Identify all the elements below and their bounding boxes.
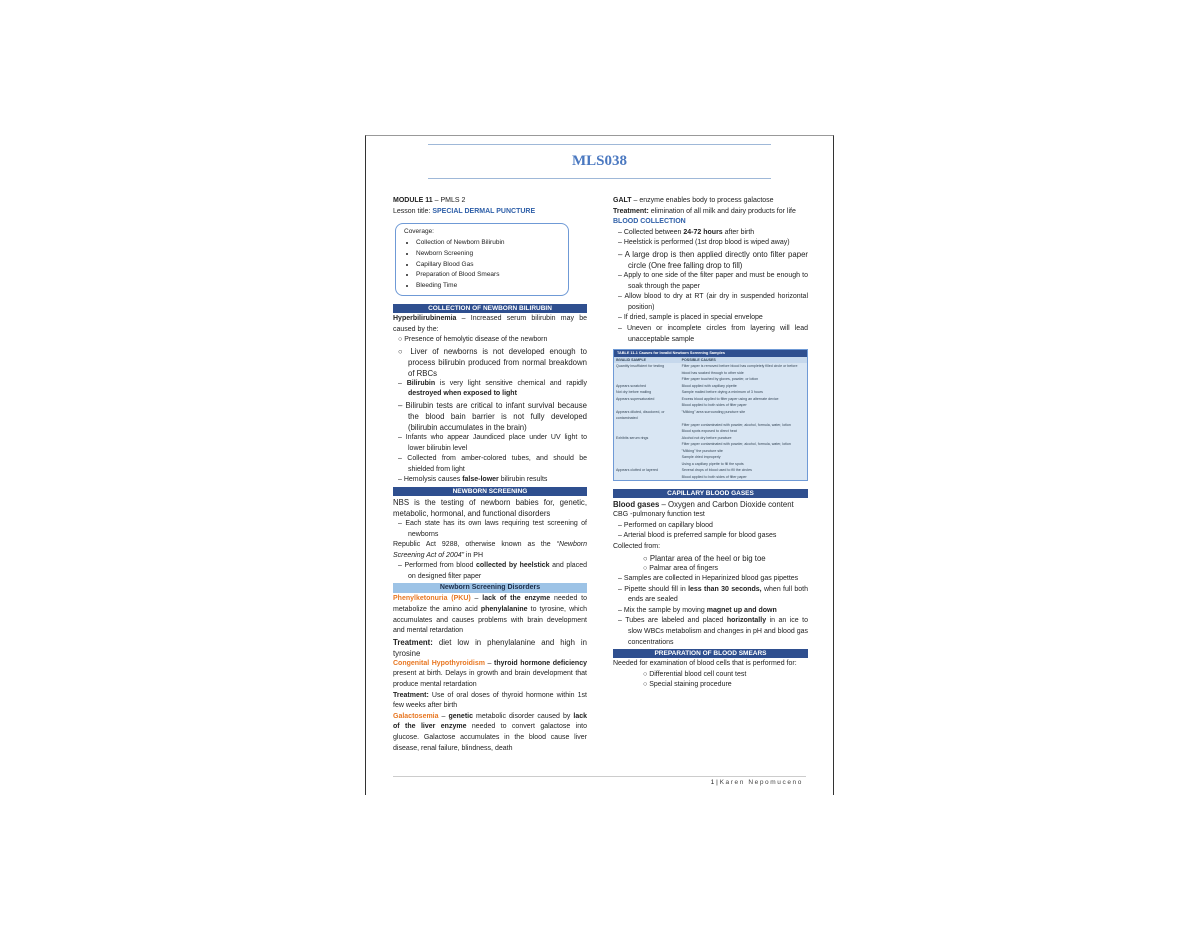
- table-header: POSSIBLE CAUSES: [680, 357, 807, 364]
- table-caption: TABLE 11-1 Causes for Invalid Newborn Screening Samples: [614, 350, 807, 357]
- module-label: MODULE 11: [393, 197, 433, 204]
- cbg-line: CBG -pulmonary function test: [613, 511, 705, 519]
- bullet-item: – Tubes are labeled and placed horizontally in an ice to slow WBCs metabolism and changes in pH and blood gas concentrations: [618, 617, 808, 646]
- invalid-sample-cell: Not dry before mailing: [616, 390, 652, 395]
- coverage-item: • Capillary Blood Gas: [416, 260, 562, 271]
- bold-text: thyroid hormone deficiency: [493, 659, 587, 667]
- text: needed to metabolize the amino acid: [393, 595, 587, 614]
- italic-text: “Newborn Screening Act of 2004”: [393, 541, 587, 559]
- section-header-newborn-screening: NEWBORN SCREENING: [393, 487, 587, 496]
- footer-separator: |: [714, 779, 720, 786]
- invalid-sample-cell: Appears clotted or layered: [616, 468, 658, 473]
- text: If dried, sample is placed in special envelope: [623, 314, 763, 322]
- text: metabolic disorder caused by: [473, 712, 574, 720]
- footer-rule: [393, 776, 806, 777]
- section-header-disorders: Newborn Screening Disorders: [393, 583, 587, 593]
- invalid-sample-cell: Appears supersaturated: [616, 396, 655, 401]
- text: Performed from blood: [404, 562, 476, 570]
- bold-text: GALT: [613, 197, 632, 204]
- bullet-item: – Apply to one side of the filter paper and must be enough to soak through the paper: [618, 271, 809, 290]
- possible-cause-cell: Blood applied with capillary pipette: [681, 383, 737, 388]
- possible-cause-cell: Alcohol not dry before puncture: [681, 435, 732, 440]
- bullet-item: – Samples are collected in Heparinized blood gas pipettes: [618, 575, 799, 583]
- bold-text: magnet up and down: [706, 606, 777, 614]
- coverage-item: • Bleeding Time: [416, 281, 562, 292]
- treatment-label: Treatment:: [393, 691, 429, 699]
- page-number: 1: [710, 779, 715, 786]
- possible-cause-cell: Excess blood applied to filter paper using an alternate device: [681, 396, 779, 401]
- invalid-samples-table: [613, 349, 808, 481]
- cause-text: Liver of newborns is not developed enough to process bilirubin produced from normal breakdown of RBCs: [408, 346, 587, 378]
- possible-cause-cell: Filter paper contaminated with powder, alcohol, formula, water, lotion: [681, 422, 791, 427]
- text: diet low in phenylalanine and high in tyrosine: [393, 637, 587, 658]
- possible-cause-cell: Blood applied to both sides of filter paper: [681, 403, 747, 408]
- coverage-item: • Newborn Screening: [416, 249, 562, 260]
- ch-treatment: [393, 691, 587, 712]
- bold-text: destroyed when exposed to light: [408, 390, 517, 398]
- pku-treatment: [393, 637, 587, 659]
- bullet-item: – Heelstick is performed (1st drop blood is wiped away): [618, 239, 790, 247]
- smear-item: ○ Differential blood cell count test: [643, 670, 747, 678]
- table-row: [614, 363, 807, 376]
- text: in PH: [463, 551, 484, 559]
- text: in an ice to slow WBCs metabolism and changes in pH and blood gas concentrations: [628, 617, 808, 646]
- text: Palmar area of fingers: [649, 564, 719, 572]
- galt-treatment: [613, 207, 808, 218]
- text: – enzyme enables body to process galactose: [631, 197, 774, 204]
- bullet-item: – Each state has its own laws requiring test screening of newborns: [398, 519, 587, 538]
- bullet-item: – Performed on capillary blood: [618, 521, 713, 529]
- table-row: [614, 474, 807, 481]
- text: Tubes are labeled and placed: [625, 617, 727, 625]
- invalid-sample-cell: Quantity insufficient for testing: [616, 364, 665, 369]
- text: –: [485, 659, 494, 667]
- galactosemia-paragraph: [393, 712, 587, 754]
- bold-text: lack of the enzyme: [482, 595, 551, 603]
- bullet-item: – Arterial blood is preferred sample for blood gases: [618, 532, 777, 540]
- bullet-item: – Pipette should fill in less than 30 seconds, when full both ends are sealed: [618, 585, 808, 604]
- collected-from: Collected from:: [613, 542, 661, 550]
- nbs-intro: NBS is the testing of newborn babies for, genetic, metabolic, hormonal, and functional disorders: [393, 497, 587, 518]
- possible-cause-cell: Filter paper contaminated with powder, alcohol, formula, water, lotion: [681, 442, 791, 447]
- text: – Oxygen and Carbon Dioxide content: [659, 500, 794, 510]
- text: Special staining procedure: [649, 681, 732, 689]
- table-body: [614, 363, 807, 480]
- text: and placed on designed filter paper: [408, 562, 587, 580]
- possible-cause-cell: Using a capillary pipette to fill the spots: [681, 461, 744, 466]
- bullet-item: – Hemolysis causes false-lower bilirubin results: [398, 476, 548, 484]
- bullet-item: – Uneven or incomplete circles from layering will lead unacceptable sample: [618, 324, 808, 343]
- bullet-item: – Infants who appear Jaundiced place under UV light to lower bilirubin level: [398, 433, 587, 452]
- invalid-sample-cell: [614, 474, 680, 481]
- text: A large drop is then applied directly onto filter paper circle (One free falling drop to fill): [624, 249, 809, 270]
- section-header-bilirubin: COLLECTION OF NEWBORN BILIRUBIN: [393, 304, 587, 313]
- possible-cause-cell: "Milking" the puncture site: [681, 448, 723, 453]
- possible-cause-cell: Sample dried improperly: [681, 455, 721, 460]
- term: Hyperbilirubinemia: [393, 314, 457, 322]
- bold-text: phenylalanine: [480, 606, 528, 614]
- bullet-item: – Performed from blood collected by heelstick and placed on designed filter paper: [398, 562, 587, 580]
- cause-text: Presence of hemolytic disease of the newborn: [404, 336, 548, 344]
- text: after birth: [722, 228, 755, 236]
- section-header-blood-smears: PREPARATION OF BLOOD SMEARS: [613, 649, 808, 658]
- text: elimination of all milk and dairy products for life: [648, 207, 796, 215]
- bold-text: less than 30 seconds,: [688, 585, 762, 593]
- text: Each state has its own laws requiring test screening of newborns: [405, 519, 587, 538]
- bullet-item: – Collected between 24-72 hours after birth: [618, 228, 755, 236]
- treatment-label: Treatment:: [393, 637, 433, 647]
- author-name: Karen Nepomuceno: [719, 779, 803, 786]
- bold-text: Blood gases: [613, 500, 660, 510]
- text: Use of oral doses of thyroid hormone within 1st few weeks after birth: [393, 691, 587, 710]
- text: Bilirubin tests are critical to infant survival because the blood bain barrier is not fully developed (bilirubin accumulates in the brain): [405, 400, 587, 432]
- table-grid: [614, 357, 807, 481]
- text: Infants who appear Jaundiced place under UV light to lower bilirubin level: [405, 433, 587, 452]
- left-column: [393, 196, 587, 754]
- bullet-item: – Bilirubin tests are critical to infant survival because the blood bain barrier is not fully developed (bilirubin accumulates in the brain): [398, 400, 587, 432]
- document-title: MLS038: [571, 153, 627, 169]
- coverage-item: • Collection of Newborn Bilirubin: [416, 238, 562, 249]
- coverage-list: [404, 238, 562, 292]
- cause-item: ○ Presence of hemolytic disease of the newborn: [398, 336, 548, 344]
- invalid-sample-cell: Appears scratched: [616, 383, 646, 388]
- lesson-line: [393, 207, 587, 218]
- text: Collected from amber-colored tubes, and should be shielded from light: [407, 455, 587, 473]
- site-item: ○ Plantar area of the heel or big toe: [643, 553, 766, 563]
- site-item: ○ Palmar area of fingers: [643, 564, 719, 572]
- page-footer: [711, 779, 803, 786]
- text: Heelstick is performed (1st drop blood is wiped away): [623, 239, 790, 247]
- text: –: [438, 712, 449, 720]
- pku-paragraph: [393, 594, 587, 636]
- disorder-name: Phenylketonuria (PKU): [393, 595, 471, 603]
- bullet-item: – Mix the sample by moving magnet up and down: [618, 606, 777, 614]
- text: Arterial blood is preferred sample for blood gases: [623, 532, 777, 540]
- possible-cause-cell: Blood applied to both sides of filter paper: [681, 474, 747, 479]
- lesson-label: Lesson title:: [393, 207, 433, 215]
- lesson-title: SPECIAL DERMAL PUNCTURE: [432, 207, 536, 215]
- blood-gases-def: [613, 499, 808, 510]
- text: Performed on capillary blood: [623, 521, 713, 529]
- text: to tyrosine, which accumulates and causes problems with brain development and mental retardation: [393, 606, 587, 635]
- text: Differential blood cell count test: [649, 670, 747, 678]
- document-page: [365, 135, 834, 795]
- disorder-name: Congenital Hypothyroidism: [393, 659, 485, 667]
- text: needed to convert galactose into glucose. Galactose accumulates in the blood cause liver disease, renal failure, blindness, death: [393, 723, 587, 752]
- possible-cause-cell: Filter paper touched by gloves, powder, or lotion: [681, 377, 759, 382]
- cause-item: ○ Liver of newborns is not developed enough to process bilirubin produced from normal breakdown of RBCs: [398, 346, 587, 378]
- possible-cause-cell: Blood spots exposed to direct heat: [681, 429, 737, 434]
- text: is very light sensitive chemical and rapidly: [435, 379, 587, 387]
- text: present at birth. Delays in growth and brain development that produce mental retardation: [393, 670, 587, 689]
- smear-item: ○ Special staining procedure: [643, 681, 732, 689]
- module-suffix: – PMLS 2: [432, 197, 466, 204]
- treatment-label: Treatment:: [613, 207, 649, 215]
- text: bilirubin results: [498, 476, 548, 484]
- galt-line: [613, 196, 808, 207]
- bold-text: false-lower: [462, 476, 499, 484]
- text: Uneven or incomplete circles from layering will lead unacceptable sample: [626, 324, 808, 343]
- definition: – Increased serum bilirubin may be caused by the:: [393, 314, 587, 333]
- republic-act: [393, 540, 587, 561]
- hyperbilirubinemia-def: [393, 314, 587, 335]
- text: Samples are collected in Heparinized blood gas pipettes: [623, 575, 799, 583]
- disorder-name: Galactosemia: [393, 712, 439, 720]
- ch-paragraph: [393, 659, 587, 691]
- table-row: [614, 409, 807, 422]
- subsection-title: BLOOD COLLECTION: [613, 218, 686, 226]
- table-header: INVALID SAMPLE: [614, 357, 680, 364]
- smears-text: Needed for examination of blood cells that is performed for:: [613, 660, 797, 668]
- blood-collection-title: [613, 217, 808, 228]
- text: Plantar area of the heel or big toe: [649, 553, 766, 563]
- possible-cause-cell: Filter paper is removed before blood has completely filled circle or before blood has soaked through to other side: [681, 364, 798, 375]
- bullet-item: – Allow blood to dry at RT (air dry in suspended horizontal position): [618, 293, 809, 311]
- bold-text: 24-72 hours: [683, 228, 723, 236]
- bullet-item: – A large drop is then applied directly onto filter paper circle (One free falling drop to fill): [618, 249, 809, 270]
- bullet-item: – If dried, sample is placed in special envelope: [618, 314, 763, 322]
- coverage-box: [395, 223, 569, 296]
- text: Apply to one side of the filter paper and must be enough to soak through the paper: [623, 271, 809, 290]
- bullet-item: – Bilirubin is very light sensitive chemical and rapidly destroyed when exposed to light: [398, 379, 587, 398]
- invalid-sample-cell: Exhibits serum rings: [616, 435, 649, 440]
- title-rule: [428, 178, 771, 179]
- text: Republic Act 9288, otherwise known as the: [393, 541, 557, 549]
- coverage-item: • Preparation of Blood Smears: [416, 270, 562, 281]
- section-header-capillary-blood-gases: CAPILLARY BLOOD GASES: [613, 489, 808, 498]
- possible-cause-cell: Sample mailed before drying a minimum of 3 hours: [681, 390, 763, 395]
- text: Collected between: [623, 228, 684, 236]
- coverage-title: Coverage:: [404, 228, 434, 236]
- bold-text: lack of the liver enzyme: [393, 712, 587, 731]
- bold-text: collected by heelstick: [475, 562, 550, 570]
- text: Mix the sample by moving: [623, 606, 707, 614]
- text: Allow blood to dry at RT (air dry in suspended horizontal position): [624, 293, 809, 311]
- module-line: [393, 196, 587, 207]
- bold-text: genetic: [448, 712, 473, 720]
- bold-text: horizontally: [726, 617, 767, 625]
- text: –: [470, 595, 483, 603]
- right-column: [613, 196, 808, 691]
- text: Hemolysis causes: [403, 476, 463, 484]
- possible-cause-cell: Several drops of blood used to fill the circles: [681, 468, 752, 473]
- bullet-item: – Collected from amber-colored tubes, and should be shielded from light: [398, 455, 587, 473]
- bold-text: Bilirubin: [406, 379, 436, 387]
- possible-cause-cell: "Milking" area surrounding puncture site: [681, 409, 746, 414]
- header-rule: [428, 144, 771, 145]
- text: when full both ends are sealed: [628, 585, 808, 604]
- invalid-sample-cell: Appears diluted, discolored, or contaminated: [616, 409, 665, 421]
- text: Pipette should fill in: [624, 585, 689, 593]
